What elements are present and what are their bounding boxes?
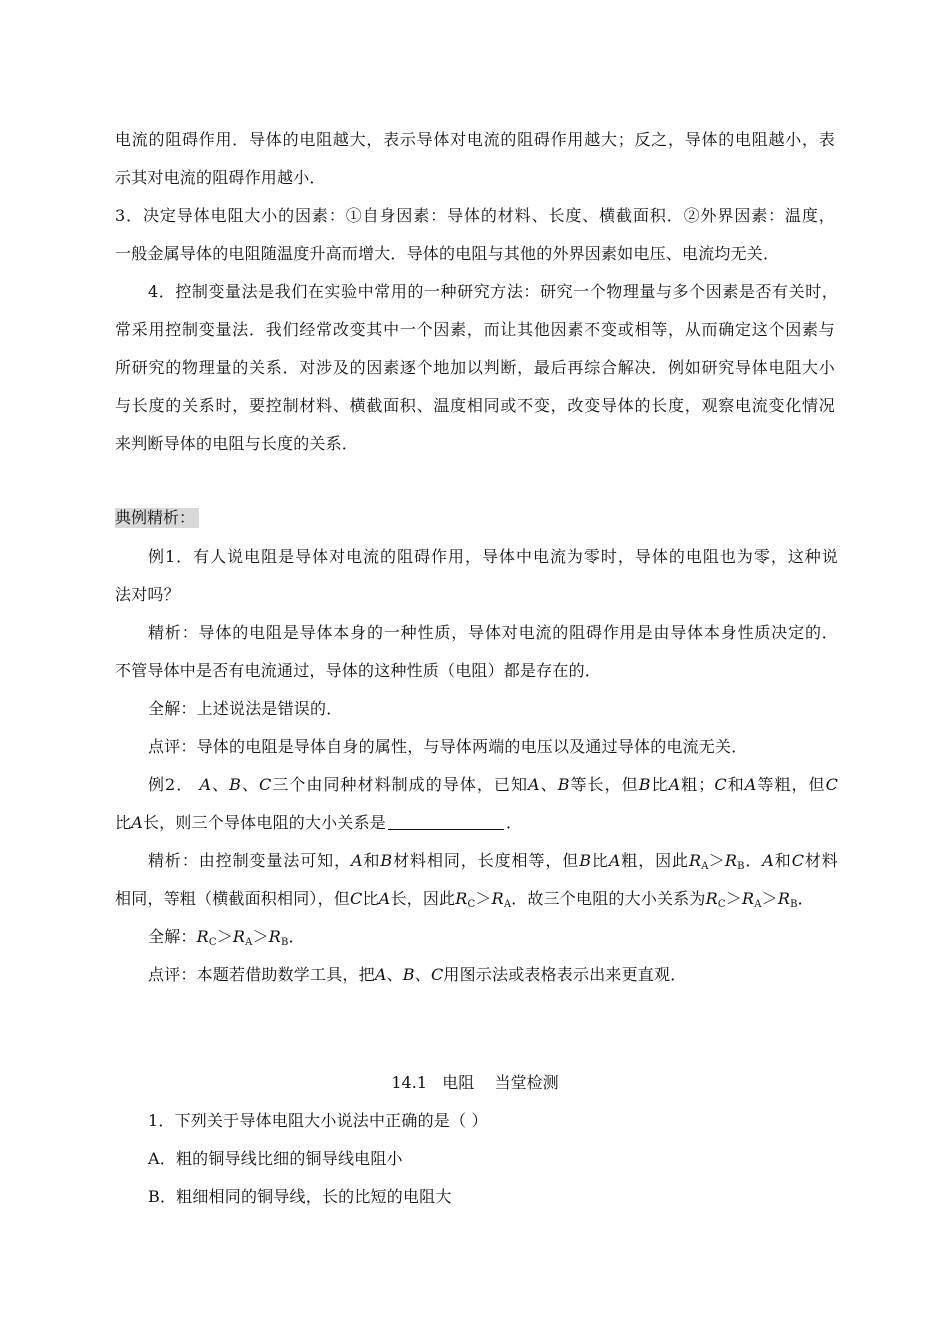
paragraph-line: 示其对电流的阻碍作用越小． — [115, 168, 326, 187]
paragraph-line: 与长度的关系时，要控制材料、横截面积、温度相同或不变，改变导体的长度，观察电流变化情况 — [115, 396, 835, 415]
example-2-solution: 全解：$R_C>R_A>R_B$． — [148, 927, 305, 948]
paragraph-line: 4．控制变量法是我们在实验中常用的一种研究方法：研究一个物理量与多个因素是否有关时， — [148, 282, 838, 301]
paragraph-line: 来判断导体的电阻与长度的关系． — [115, 434, 359, 453]
section-label: 典例精析： — [115, 508, 199, 528]
example-1-solution: 全解：上述说法是错误的． — [148, 699, 343, 718]
example-2-comment: 点评：本题若借助数学工具，把A、B、C用图示法或表格表示出来更直观． — [148, 965, 687, 984]
paragraph-line: 常采用控制变量法．我们经常改变其中一个因素，而让其他因素不变或相等，从而确定这个因素与 — [115, 320, 835, 339]
paragraph-line: 电流的阻碍作用．导体的电阻越大，表示导体对电流的阻碍作用越大；反之，导体的电阻越小，表 — [115, 130, 835, 149]
example-2-analysis: 相同，等粗（横截面积相同），但C比A长，因此$R_C>R_A$．故三个电阻的大小关系为$R_C>R_A>R_B$． — [115, 889, 814, 910]
example-1-comment: 点评：导体的电阻是导体自身的属性，与导体两端的电压以及通过导体的电流无关． — [148, 737, 748, 756]
example-2-analysis: 精析：由控制变量法可知，A和B材料相同，长度相等，但B比A粗，因此$R_A>R_B$．A和C材料 — [148, 851, 838, 872]
paragraph-line: 一般金属导体的电阻随温度升高而增大．导体的电阻与其他的外界因素如电压、电流均无关． — [115, 244, 780, 263]
quiz-question-1: 1．下列关于导体电阻大小说法中正确的是（ ） — [148, 1111, 488, 1130]
example-2-question: 比A长，则三个导体电阻的大小关系是 ． — [115, 813, 523, 832]
paragraph-line: 所研究的物理量的关系．对涉及的因素逐个地加以判断，最后再综合解决．例如研究导体电阻大小 — [115, 358, 835, 377]
quiz-option-b: B．粗细相同的铜导线，长的比短的电阻大 — [148, 1187, 452, 1206]
answer-blank[interactable] — [388, 813, 504, 830]
quiz-title: 14.1 电阻 当堂检测 — [391, 1073, 559, 1092]
example-1-question: 法对吗？ — [115, 585, 180, 604]
quiz-option-a: A．粗的铜导线比细的铜导线电阻小 — [148, 1149, 403, 1168]
example-1-analysis: 不管导体中是否有电流通过，导体的这种性质（电阻）都是存在的． — [115, 661, 602, 680]
paragraph-line: 3．决定导体电阻大小的因素：①自身因素：导体的材料、长度、横截面积．②外界因素：温度， — [115, 206, 835, 225]
example-1-question: 例1．有人说电阻是导体对电流的阻碍作用，导体中电流为零时，导体的电阻也为零，这种说 — [148, 547, 838, 566]
example-1-analysis: 精析：导体的电阻是导体本身的一种性质，导体对电流的阻碍作用是由导体本身性质决定的． — [148, 623, 838, 642]
example-2-question: 例2． A、B、C三个由同种材料制成的导体，已知A、B等长，但B比A粗；C和A等粗，但C — [148, 775, 839, 794]
